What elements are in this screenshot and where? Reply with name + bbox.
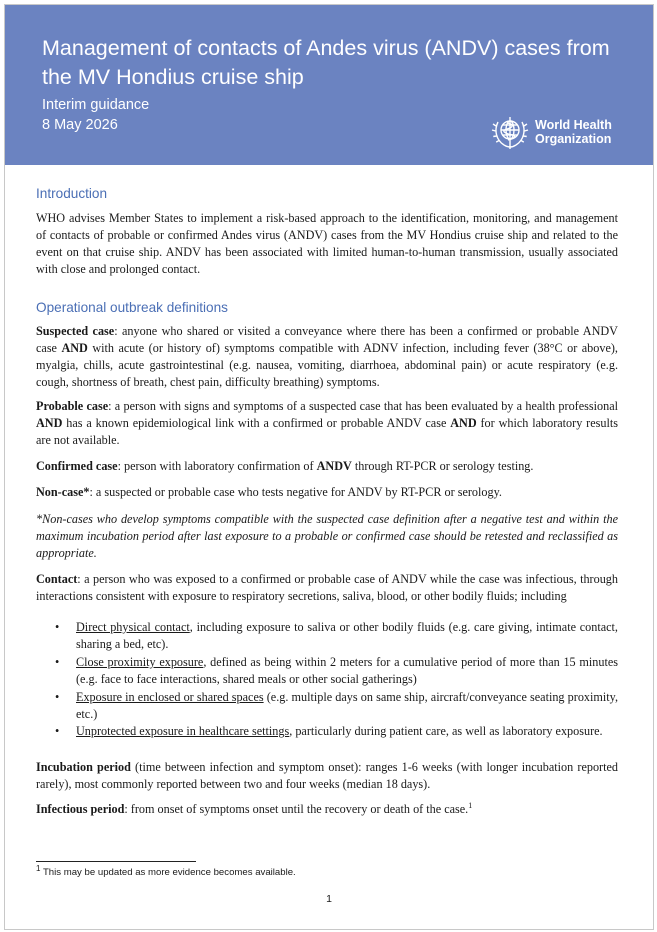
incubation-period-term: Incubation period: [36, 760, 131, 774]
who-wordmark: [535, 118, 612, 146]
incubation-period-paragraph: Incubation period (time between infection and symptom onset): ranges 1-6 weeks (with longer incubation reported rarely), most commonly reported between two and four weeks (median 18 days).: [36, 760, 618, 791]
document-page: [4, 4, 654, 930]
infectious-period-term: Infectious period: [36, 802, 125, 816]
document-subtitle: Interim guidance: [42, 97, 150, 113]
list-item: • Close proximity exposure, defined as being within 2 meters for a cumulative period of more than 15 minutes (e.g. face to face interactions, shared meals or other social gatherings): [55, 654, 618, 686]
who-logo: [490, 112, 620, 152]
bullet-icon: •: [55, 724, 60, 739]
intro-heading: Introduction: [36, 186, 108, 201]
contact-list: [36, 619, 618, 741]
bullet-icon: •: [55, 654, 60, 669]
footnote-marker: 1: [36, 863, 41, 873]
list-item: • Exposure in enclosed or shared spaces (e.g. multiple days on same ship, aircraft/conveyance seating proximity, etc.): [55, 689, 618, 721]
footnote-divider: [36, 861, 196, 862]
bullet-icon: •: [55, 689, 60, 704]
document-title: Management of contacts of Andes virus (ANDV) cases from the MV Hondius cruise ship: [42, 36, 610, 89]
org-name-line1: World Health: [535, 118, 612, 132]
footnote: $^1$ This may be updated as more evidence becomes available.: [36, 863, 296, 878]
contact-term: Contact: [36, 572, 78, 586]
page-number: 1: [326, 893, 332, 905]
org-name-line2: Organization: [535, 132, 612, 146]
probable-case-paragraph: Probable case: a person with signs and symptoms of a suspected case that has been evaluated by a health professional AND has a known epidemiological link with a confirmed or probable ANDV case AND for which laboratory results are not available.: [36, 399, 618, 447]
suspected-case-term: Suspected case: [36, 324, 115, 338]
contact-paragraph: Contact: a person who was exposed to a confirmed or probable case of ANDV while the case was infectious, through interactions consistent with exposure to respiratory secretions, saliva, blood, or other bodily fluids; including: [36, 572, 618, 603]
bullet-icon: •: [55, 620, 60, 634]
non-case-paragraph: Non-case*: a suspected or probable case who tests negative for ANDV by RT-PCR or serology.: [36, 485, 502, 499]
non-case-note: *Non-cases who develop symptoms compatible with the suspected case definition after a negative test and within the maximum incubation period after last exposure to a probable or confirmed case should be retested and reclassified as appropriate.: [36, 512, 618, 560]
probable-case-term: Probable case: [36, 399, 109, 413]
infectious-period-paragraph: Infectious period: from onset of symptoms onset until the recovery or death of the case.$^1$: [36, 800, 473, 816]
list-item: • Direct physical contact, including exposure to saliva or other bodily fluids (e.g. care giving, intimate contact, sharing a bed, etc).: [55, 620, 618, 651]
header-banner: [5, 5, 653, 165]
footnote-reference[interactable]: 1: [468, 800, 473, 810]
document-date: 8 May 2026: [42, 117, 118, 133]
suspected-case-paragraph: Suspected case: anyone who shared or visited a conveyance where there has been a confirmed or probable ANDV case AND with acute (or history of) symptoms compatible with ADNV infection, including fever (38°C or above), myalgia, chills, acute gastrointestinal (e.g. nausea, vomiting, diarrhoea, abdominal pain) or acute respiratory (e.g. cough, shortness of breath, chest pain, difficulty breathing) symptoms.: [36, 324, 618, 389]
confirmed-case-paragraph: Confirmed case: person with laboratory confirmation of ANDV through RT-PCR or serology testing.: [36, 459, 534, 473]
list-item: • Unprotected exposure in healthcare settings, particularly during patient care, as well as laboratory exposure.: [55, 724, 603, 739]
who-emblem-icon: [490, 112, 530, 152]
definitions-heading: Operational outbreak definitions: [36, 300, 228, 315]
non-case-term: Non-case*: [36, 485, 90, 499]
intro-paragraph: WHO advises Member States to implement a risk-based approach to the identification, monitoring, and management of contacts of probable or confirmed Andes virus (ANDV) cases from the MV Hondius cruise ship and related to the event on that cruise ship. ANDV has been associated with limited human-to-human transmission, usually associated with close and prolonged contact.: [36, 211, 618, 276]
confirmed-case-term: Confirmed case: [36, 459, 118, 473]
